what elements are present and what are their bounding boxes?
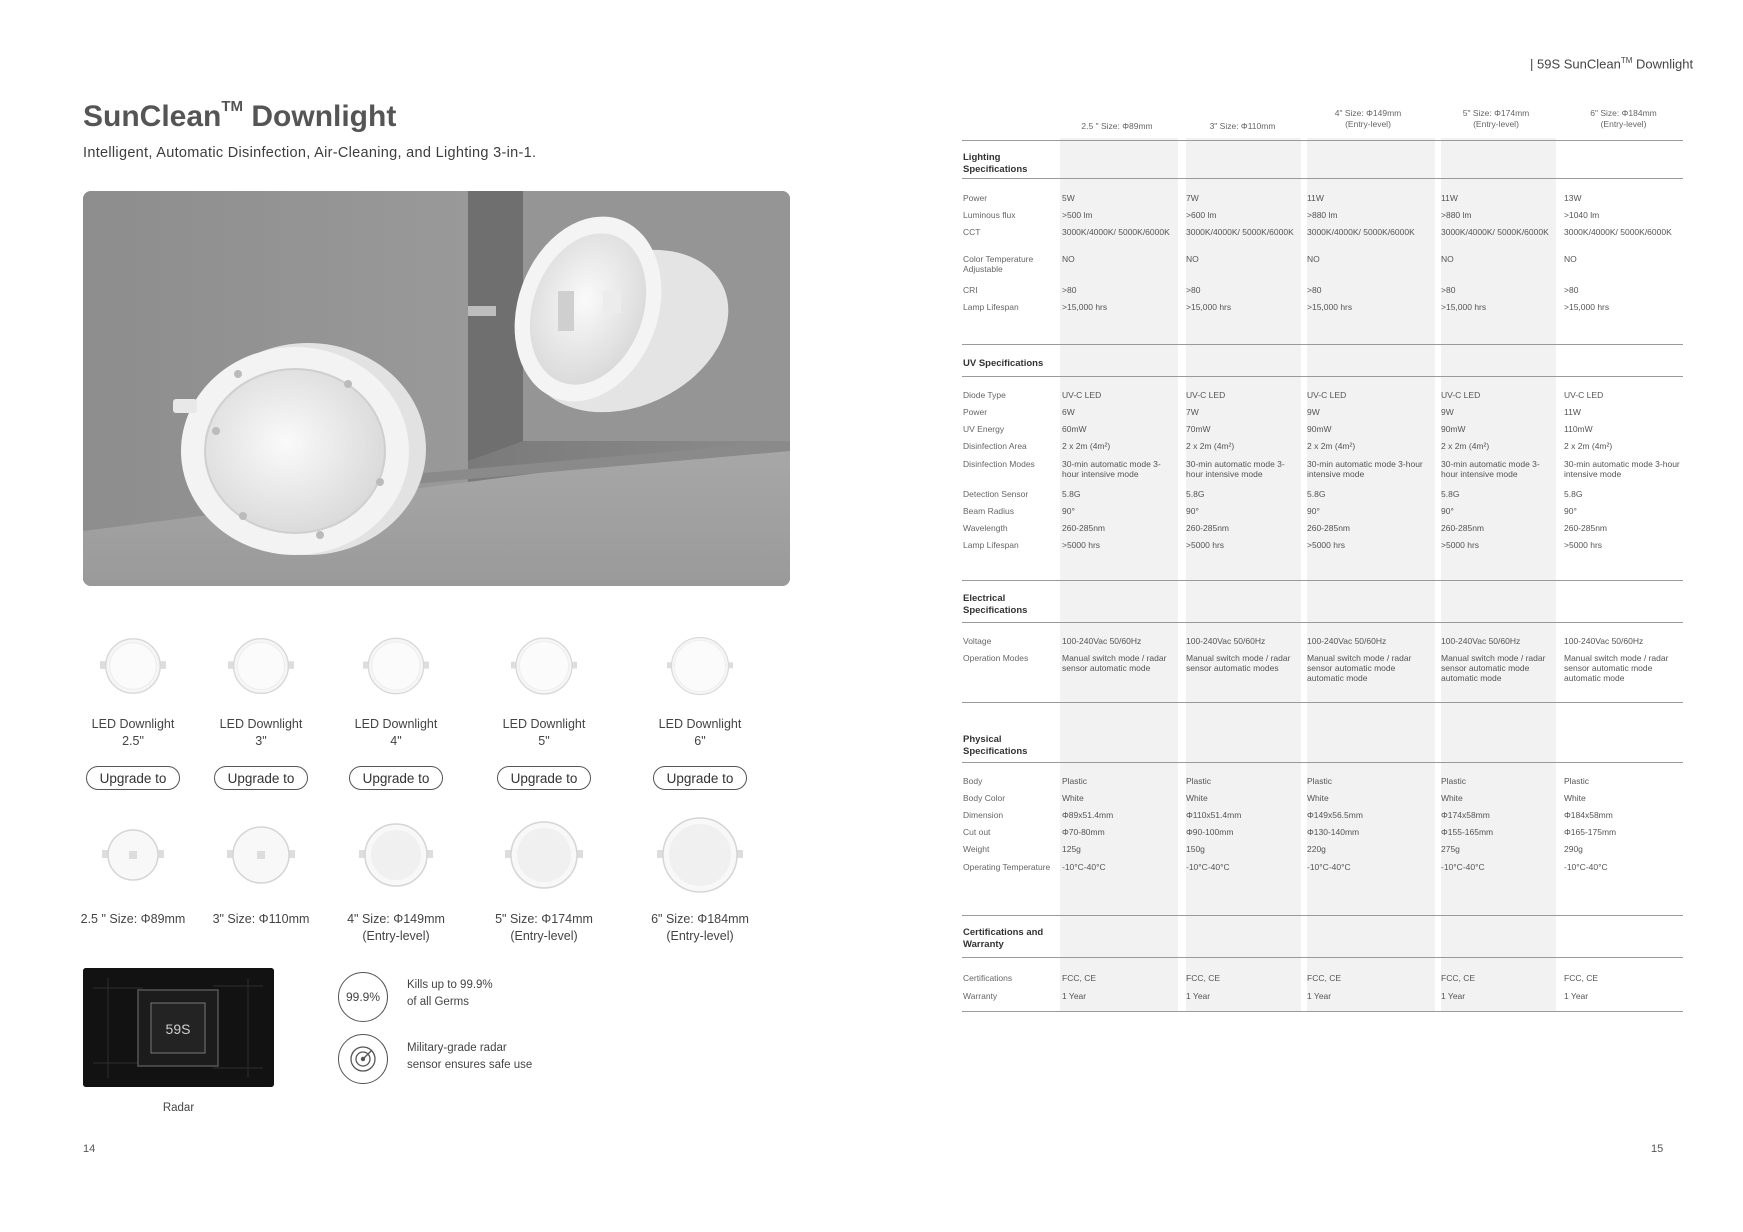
product-size: 6" [694, 734, 706, 748]
downlight-image [228, 628, 294, 704]
feature-germs-text [407, 977, 493, 1011]
row-label: Warranty [963, 991, 998, 1001]
column-stripe [1060, 138, 1178, 1011]
table-cell: >1040 lm [1564, 210, 1600, 220]
row-label: Power [963, 193, 988, 203]
table-cell: >80 [1307, 285, 1322, 295]
size-line1: 4" Size: Φ149mm [347, 912, 445, 926]
table-cell: UV-C LED [1441, 390, 1481, 400]
germ-kill-badge: 99.9% [338, 972, 388, 1022]
table-cell: NO [1186, 254, 1199, 264]
table-cell: 3000K/4000K/ 5000K/6000K [1186, 227, 1294, 237]
section-top-rule [962, 915, 1683, 916]
table-cell: 7W [1186, 193, 1199, 203]
table-cell: >600 lm [1186, 210, 1217, 220]
table-cell: >5000 hrs [1186, 540, 1225, 550]
radar-chip-label: 59S [165, 1021, 191, 1037]
column-header-tier: (Entry-level) [1473, 119, 1519, 129]
product-label [68, 716, 198, 750]
table-cell: UV-C LED [1062, 390, 1102, 400]
column-header [1181, 121, 1304, 132]
table-cell: Φ90-100mm [1186, 827, 1234, 837]
table-cell: Φ184x58mm [1564, 810, 1613, 820]
row-label: Beam Radius [963, 506, 1015, 516]
row-label: Cut out [963, 827, 991, 837]
table-cell: NO [1441, 254, 1454, 264]
table-cell: 2 x 2m (4m²) [1441, 441, 1490, 451]
table-cell: 9W [1307, 407, 1320, 417]
product-size: 5" [538, 734, 550, 748]
product-card [68, 628, 198, 750]
table-cell: Φ89x51.4mm [1062, 810, 1114, 820]
table-cell: 90° [1186, 506, 1199, 516]
column-header-size: 2.5 " Size: Φ89mm [1081, 121, 1153, 131]
table-cell: >5000 hrs [1441, 540, 1480, 550]
table-cell: 13W [1564, 193, 1582, 203]
table-cell: 3000K/4000K/ 5000K/6000K [1564, 227, 1672, 237]
table-cell: Plastic [1441, 776, 1467, 786]
product-size: 3" [255, 734, 267, 748]
row-label: Operation Modes [963, 653, 1029, 663]
table-cell: 260-285nm [1441, 523, 1485, 533]
table-cell: UV-C LED [1564, 390, 1604, 400]
table-cell: >5000 hrs [1307, 540, 1346, 550]
row-label: Weight [963, 844, 990, 854]
table-cell: Plastic [1186, 776, 1212, 786]
table-cell: 1 Year [1186, 991, 1211, 1001]
table-cell: 2 x 2m (4m²) [1186, 441, 1235, 451]
column-header-size: 5" Size: Φ174mm [1462, 108, 1530, 118]
feature-radar-line2: sensor ensures safe use [407, 1059, 533, 1071]
table-cell: 2 x 2m (4m²) [1307, 441, 1356, 451]
table-cell: Manual switch mode / radar sensor automatic mode automatic mode [1441, 653, 1546, 683]
running-header: | 59S SunClean™ Downlight [1530, 56, 1694, 72]
row-label: Operating Temperature [963, 862, 1051, 872]
table-cell: 90° [1441, 506, 1454, 516]
table-cell: -10°C-40°C [1186, 862, 1230, 872]
column-stripe [1186, 138, 1301, 1011]
table-cell: 150g [1186, 844, 1205, 854]
product-label [479, 716, 609, 750]
row-label: CCT [963, 227, 981, 237]
table-cell: >15,000 hrs [1564, 302, 1610, 312]
table-cell: >500 lm [1062, 210, 1093, 220]
table-cell: -10°C-40°C [1441, 862, 1485, 872]
product-size: 4" [390, 734, 402, 748]
size-line1: 3" Size: Φ110mm [212, 912, 310, 926]
table-bottom-rule [962, 1011, 1683, 1012]
row-label: Voltage [963, 636, 992, 646]
table-cell: >15,000 hrs [1062, 302, 1108, 312]
column-header-size: 3" Size: Φ110mm [1209, 121, 1276, 131]
row-label: Color Temperature Adjustable [963, 254, 1034, 274]
hero-product-photo [83, 191, 790, 586]
table-cell: White [1441, 793, 1463, 803]
table-cell: 1 Year [1564, 991, 1589, 1001]
row-label: Disinfection Modes [963, 459, 1035, 469]
product-name: LED Downlight [219, 717, 303, 731]
table-cell: 90mW [1441, 424, 1466, 434]
size-line1: 5" Size: Φ174mm [495, 912, 593, 926]
upgraded-downlight-image [227, 825, 295, 890]
table-cell: >5000 hrs [1062, 540, 1101, 550]
column-stripe [1441, 138, 1556, 1011]
page-title: SunClean™ Downlight [83, 98, 397, 133]
column-stripe [1307, 138, 1435, 1011]
table-cell: UV-C LED [1307, 390, 1347, 400]
table-cell: 260-285nm [1564, 523, 1608, 533]
upgraded-size-label [630, 911, 770, 945]
table-cell: 100-240Vac 50/60Hz [1062, 636, 1142, 646]
table-cell: Manual switch mode / radar sensor automatic modes [1186, 653, 1291, 673]
upgrade-button[interactable]: Upgrade to [214, 766, 308, 790]
table-cell: Manual switch mode / radar sensor automatic mode [1062, 653, 1167, 673]
table-cell: 2 x 2m (4m²) [1564, 441, 1613, 451]
table-cell: Manual switch mode / radar sensor automatic mode automatic mode [1564, 653, 1669, 683]
table-cell: >80 [1062, 285, 1077, 295]
product-label [331, 716, 461, 750]
table-cell: 2 x 2m (4m²) [1062, 441, 1111, 451]
row-label: Lamp Lifespan [963, 302, 1019, 312]
table-cell: Φ70-80mm [1062, 827, 1105, 837]
table-cell: 125g [1062, 844, 1081, 854]
feature-germs-line1: Kills up to 99.9% [407, 979, 493, 991]
feature-germs-line2: of all Germs [407, 996, 469, 1008]
section-title: Electrical Specifications [963, 593, 1028, 616]
product-card [196, 628, 326, 750]
table-cell: 260-285nm [1307, 523, 1351, 533]
column-header [1302, 108, 1434, 130]
product-name: LED Downlight [91, 717, 175, 731]
table-cell: 5.8G [1564, 489, 1583, 499]
table-cell: Φ155-165mm [1441, 827, 1494, 837]
table-cell: 5.8G [1186, 489, 1205, 499]
table-cell: 90mW [1307, 424, 1332, 434]
downlight-image [100, 628, 166, 704]
table-cell: 30-min automatic mode 3-hour intensive mode [1186, 459, 1285, 479]
table-cell: 220g [1307, 844, 1326, 854]
table-cell: -10°C-40°C [1564, 862, 1608, 872]
table-cell: NO [1062, 254, 1075, 264]
table-cell: Plastic [1307, 776, 1333, 786]
product-label [196, 716, 326, 750]
row-label: Certifications [963, 973, 1013, 983]
size-line1: 6" Size: Φ184mm [651, 912, 749, 926]
table-cell: Plastic [1062, 776, 1088, 786]
downlight-image [667, 628, 733, 704]
table-cell: 90° [1062, 506, 1075, 516]
column-header [1057, 121, 1177, 132]
table-cell: White [1307, 793, 1329, 803]
upgrade-button[interactable]: Upgrade to [653, 766, 747, 790]
feature-radar-line1: Military-grade radar [407, 1042, 507, 1054]
table-cell: 30-min automatic mode 3-hour intensive mode [1441, 459, 1540, 479]
table-cell: 3000K/4000K/ 5000K/6000K [1062, 227, 1170, 237]
section-header-rule [962, 957, 1683, 958]
section-top-rule [962, 140, 1683, 141]
table-cell: 100-240Vac 50/60Hz [1307, 636, 1387, 646]
table-cell: UV-C LED [1186, 390, 1226, 400]
table-cell: 30-min automatic mode 3-hour intensive mode [1307, 459, 1423, 479]
table-cell: 275g [1441, 844, 1460, 854]
table-cell: FCC, CE [1307, 973, 1341, 983]
upgraded-downlight-image [657, 816, 743, 899]
column-header-tier: (Entry-level) [1600, 119, 1647, 129]
upgrade-button[interactable]: Upgrade to [497, 766, 591, 790]
product-name: LED Downlight [502, 717, 586, 731]
table-cell: 1 Year [1307, 991, 1332, 1001]
table-cell: 110mW [1564, 424, 1593, 434]
table-cell: 3000K/4000K/ 5000K/6000K [1307, 227, 1415, 237]
table-cell: 7W [1186, 407, 1199, 417]
table-cell: 260-285nm [1186, 523, 1230, 533]
upgrade-button[interactable]: Upgrade to [349, 766, 443, 790]
row-label: Lamp Lifespan [963, 540, 1019, 550]
table-cell: >880 lm [1307, 210, 1338, 220]
table-cell: 5.8G [1307, 489, 1326, 499]
table-cell: Plastic [1564, 776, 1590, 786]
row-label: Dimension [963, 810, 1004, 820]
table-cell: 100-240Vac 50/60Hz [1186, 636, 1266, 646]
size-line2: (Entry-level) [666, 929, 734, 943]
feature-radar-text [407, 1040, 532, 1074]
upgrade-button[interactable]: Upgrade to [86, 766, 180, 790]
table-cell: >15,000 hrs [1307, 302, 1353, 312]
table-cell: 30-min automatic mode 3-hour intensive mode [1062, 459, 1161, 479]
product-label [635, 716, 765, 750]
table-cell: >80 [1441, 285, 1456, 295]
row-label: Detection Sensor [963, 489, 1029, 499]
row-label: Diode Type [963, 390, 1006, 400]
table-cell: 90° [1564, 506, 1577, 516]
table-cell: 70mW [1186, 424, 1211, 434]
table-cell: 11W [1564, 407, 1581, 417]
upgraded-size-label [474, 911, 614, 945]
section-header-rule [962, 178, 1683, 179]
table-cell: Φ174x58mm [1441, 810, 1490, 820]
product-name: LED Downlight [658, 717, 742, 731]
table-cell: >15,000 hrs [1186, 302, 1232, 312]
table-cell: 6W [1062, 407, 1075, 417]
size-line2: (Entry-level) [510, 929, 578, 943]
table-cell: >15,000 hrs [1441, 302, 1487, 312]
radar-sensor-icon [338, 1034, 388, 1084]
table-cell: 5.8G [1441, 489, 1460, 499]
row-label: Body Color [963, 793, 1006, 803]
table-cell: Φ165-175mm [1564, 827, 1617, 837]
row-label: Luminous flux [963, 210, 1016, 220]
column-header-size: 6" Size: Φ184mm [1590, 108, 1657, 118]
size-line2: (Entry-level) [362, 929, 430, 943]
table-cell: 5.8G [1062, 489, 1081, 499]
row-label: Wavelength [963, 523, 1008, 533]
row-label: Disinfection Area [963, 441, 1027, 451]
table-cell: 9W [1441, 407, 1454, 417]
table-cell: 100-240Vac 50/60Hz [1441, 636, 1521, 646]
size-line1: 2.5 " Size: Φ89mm [80, 912, 186, 926]
table-cell: -10°C-40°C [1062, 862, 1106, 872]
product-card [479, 628, 609, 750]
page-number-right: 15 [1651, 1143, 1664, 1155]
table-cell: 290g [1564, 844, 1583, 854]
table-cell: -10°C-40°C [1307, 862, 1351, 872]
column-header [1436, 108, 1556, 130]
table-cell: 90° [1307, 506, 1320, 516]
table-cell: 30-min automatic mode 3-hour intensive mode [1564, 459, 1680, 479]
section-title: Physical Specifications [963, 734, 1028, 757]
section-header-rule [962, 376, 1683, 377]
table-cell: NO [1307, 254, 1320, 264]
column-header-tier: (Entry-level) [1345, 119, 1391, 129]
table-cell: >5000 hrs [1564, 540, 1603, 550]
table-cell: >80 [1186, 285, 1201, 295]
upgraded-downlight-image [505, 820, 583, 895]
table-cell: 1 Year [1441, 991, 1466, 1001]
product-card [635, 628, 765, 750]
table-cell: Φ130-140mm [1307, 827, 1360, 837]
upgraded-size-label [63, 911, 203, 928]
radar-chip-photo [83, 968, 274, 1087]
table-cell: FCC, CE [1564, 973, 1598, 983]
table-cell: 260-285nm [1062, 523, 1106, 533]
table-cell: FCC, CE [1441, 973, 1475, 983]
table-cell: 11W [1441, 193, 1458, 203]
upgraded-downlight-image [102, 828, 164, 887]
section-header-rule [962, 762, 1683, 763]
product-name: LED Downlight [354, 717, 438, 731]
column-header [1559, 108, 1688, 130]
page-number-left: 14 [83, 1143, 96, 1155]
table-cell: Φ110x51.4mm [1186, 810, 1242, 820]
downlight-image [511, 628, 577, 704]
upgraded-size-label [326, 911, 466, 945]
table-cell: >80 [1564, 285, 1579, 295]
section-top-rule [962, 344, 1683, 345]
page-subtitle: Intelligent, Automatic Disinfection, Air-Cleaning, and Lighting 3-in-1. [83, 145, 537, 161]
table-cell: White [1564, 793, 1586, 803]
section-title: UV Specifications [963, 358, 1044, 369]
section-top-rule [962, 580, 1683, 581]
section-title: Certifications and Warranty [963, 927, 1044, 950]
upgraded-downlight-image [359, 822, 433, 893]
table-cell: 11W [1307, 193, 1324, 203]
row-label: UV Energy [963, 424, 1005, 434]
table-cell: FCC, CE [1186, 973, 1220, 983]
row-label: Body [963, 776, 983, 786]
table-cell: Φ149x56.5mm [1307, 810, 1363, 820]
table-cell: 60mW [1062, 424, 1087, 434]
table-cell: 100-240Vac 50/60Hz [1564, 636, 1644, 646]
row-label: Power [963, 407, 988, 417]
table-cell: >880 lm [1441, 210, 1472, 220]
product-card [331, 628, 461, 750]
table-cell: NO [1564, 254, 1577, 264]
table-cell: Manual switch mode / radar sensor automatic mode automatic mode [1307, 653, 1412, 683]
section-title: Lighting Specifications [963, 152, 1028, 175]
upgraded-size-label [191, 911, 331, 928]
row-label: CRI [963, 285, 978, 295]
product-size: 2.5" [122, 734, 144, 748]
section-top-rule [962, 702, 1683, 703]
table-cell: 3000K/4000K/ 5000K/6000K [1441, 227, 1549, 237]
table-cell: White [1186, 793, 1208, 803]
table-cell: FCC, CE [1062, 973, 1096, 983]
table-cell: 5W [1062, 193, 1075, 203]
downlight-image [363, 628, 429, 704]
column-header-size: 4" Size: Φ149mm [1334, 108, 1402, 118]
section-header-rule [962, 622, 1683, 623]
table-cell: White [1062, 793, 1084, 803]
radar-caption: Radar [162, 1102, 195, 1114]
table-cell: 1 Year [1062, 991, 1087, 1001]
